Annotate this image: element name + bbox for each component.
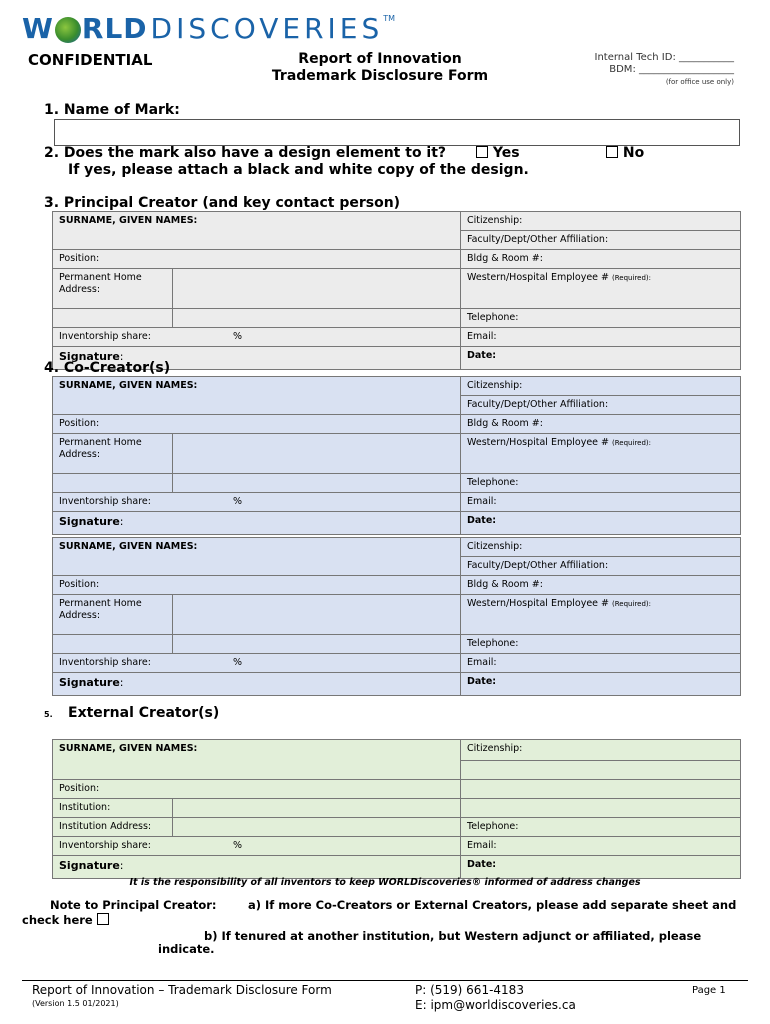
address-change-notice: It is the responsibility of all inventors to keep WORLDiscoveries® informed of address changes	[129, 877, 641, 888]
share-field[interactable]	[53, 328, 461, 347]
telephone-field[interactable]: Telephone:	[461, 309, 741, 328]
surname-field[interactable]: SURNAME, GIVEN NAMES:	[53, 740, 461, 780]
home-address-label: Permanent Home Address:	[53, 269, 173, 309]
citizenship-field[interactable]: Citizenship:	[461, 538, 741, 557]
employee-field[interactable]	[461, 269, 741, 309]
telephone-field[interactable]: Telephone:	[461, 818, 741, 837]
home-address-label: Permanent Home Address:	[53, 595, 173, 635]
date-field[interactable]: Date:	[461, 347, 741, 370]
bldg-field[interactable]: Bldg & Room #:	[461, 250, 741, 269]
share-label: Inventorship share:	[59, 331, 151, 342]
surname-field[interactable]: SURNAME, GIVEN NAMES:	[53, 377, 461, 415]
signature-label: Signature	[59, 676, 120, 689]
employee-label: Western/Hospital Employee #	[467, 598, 609, 609]
form-title-line2: Trademark Disclosure Form	[271, 68, 489, 84]
footer-email: E: ipm@worldiscoveries.ca	[415, 998, 576, 1012]
yes-checkbox[interactable]	[476, 146, 488, 158]
footer-divider	[22, 980, 748, 981]
position-field[interactable]: Position:	[53, 576, 461, 595]
signature-colon: :	[119, 515, 124, 528]
bldg-field[interactable]: Bldg & Room #:	[461, 576, 741, 595]
logo-w: W	[22, 11, 54, 45]
signature-colon: :	[119, 676, 124, 689]
email-field[interactable]: Email:	[461, 328, 741, 347]
institution-address-input[interactable]	[173, 818, 461, 837]
address-extra-input[interactable]	[173, 309, 461, 328]
external-number: 5.	[44, 710, 53, 719]
yes-option[interactable]	[476, 145, 520, 161]
employee-label: Western/Hospital Employee #	[467, 272, 609, 283]
note-b2: indicate.	[158, 942, 215, 956]
telephone-field[interactable]: Telephone:	[461, 635, 741, 654]
design-note: If yes, please attach a black and white copy of the design.	[68, 162, 529, 178]
email-field[interactable]: Email:	[461, 493, 741, 512]
logo-rld: RLD	[81, 11, 148, 45]
yes-label: Yes	[492, 145, 520, 161]
no-checkbox[interactable]	[606, 146, 618, 158]
address-extra-label	[53, 635, 173, 654]
signature-label: Signature	[59, 859, 120, 872]
email-field[interactable]: Email:	[461, 654, 741, 673]
footer-contact	[415, 983, 576, 1013]
email-field[interactable]: Email:	[461, 837, 741, 856]
principal-creator-heading: 3. Principal Creator (and key contact person)	[44, 195, 401, 211]
share-field[interactable]	[53, 493, 461, 512]
logo-tm: TM	[383, 13, 396, 23]
percent-sign: %	[232, 496, 242, 507]
home-address-input[interactable]	[173, 269, 461, 309]
no-option[interactable]	[606, 145, 644, 161]
home-address-input[interactable]	[173, 595, 461, 635]
form-title-line1: Report of Innovation	[298, 51, 462, 67]
position-field[interactable]: Position:	[53, 415, 461, 434]
footer-page: Page 1	[692, 985, 726, 996]
employee-label: Western/Hospital Employee #	[467, 437, 609, 448]
telephone-field[interactable]: Telephone:	[461, 474, 741, 493]
bdm-field: BDM: ___________________	[609, 64, 734, 75]
signature-label: Signature	[59, 515, 120, 528]
signature-field[interactable]	[53, 512, 461, 535]
surname-field[interactable]: SURNAME, GIVEN NAMES:	[53, 212, 461, 250]
address-extra-input[interactable]	[173, 635, 461, 654]
external-creator-table	[52, 739, 741, 879]
co-creators-heading: 4. Co-Creator(s)	[44, 360, 171, 376]
employee-field[interactable]	[461, 595, 741, 635]
check-here-checkbox[interactable]	[97, 913, 109, 925]
signature-field[interactable]	[53, 856, 461, 879]
institution-extra[interactable]	[461, 799, 741, 818]
signature-colon: :	[119, 859, 124, 872]
position-extra[interactable]	[461, 780, 741, 799]
office-use-block	[560, 52, 734, 88]
citizenship-field[interactable]: Citizenship:	[461, 740, 741, 761]
percent-sign: %	[232, 331, 242, 342]
confidential-label: CONFIDENTIAL	[28, 51, 153, 69]
external-creators-heading: External Creator(s)	[68, 705, 220, 721]
institution-label: Institution:	[53, 799, 173, 818]
percent-sign: %	[232, 840, 242, 851]
faculty-field[interactable]: Faculty/Dept/Other Affiliation:	[461, 396, 741, 415]
institution-address-label: Institution Address:	[53, 818, 173, 837]
globe-icon	[55, 17, 81, 43]
check-here-option[interactable]	[22, 913, 109, 927]
design-element-question: 2. Does the mark also have a design element to it?	[44, 145, 447, 161]
name-of-mark-input[interactable]	[54, 119, 740, 146]
citizenship-field[interactable]: Citizenship:	[461, 377, 741, 396]
address-extra-label	[53, 309, 173, 328]
worldiscoveries-logo	[22, 8, 395, 48]
share-label: Inventorship share:	[59, 496, 151, 507]
note-label: Note to Principal Creator:	[50, 898, 217, 912]
no-label: No	[622, 145, 645, 161]
position-field[interactable]: Position:	[53, 780, 461, 799]
date-field[interactable]: Date:	[461, 673, 741, 696]
date-field[interactable]: Date:	[461, 856, 741, 879]
footer-title: Report of Innovation – Trademark Disclosure Form	[32, 983, 332, 997]
note-b: b) If tenured at another institution, but Western adjunct or affiliated, please	[204, 929, 702, 943]
citizenship-extra[interactable]	[461, 761, 741, 780]
faculty-field[interactable]: Faculty/Dept/Other Affiliation:	[461, 231, 741, 250]
faculty-field[interactable]: Faculty/Dept/Other Affiliation:	[461, 557, 741, 576]
name-of-mark-label: 1. Name of Mark:	[44, 102, 180, 118]
share-field[interactable]	[53, 837, 461, 856]
institution-input[interactable]	[173, 799, 461, 818]
date-field[interactable]: Date:	[461, 512, 741, 535]
internal-tech-id: Internal Tech ID: ___________	[594, 52, 734, 63]
co-creator-table-2	[52, 537, 741, 696]
signature-field[interactable]	[53, 673, 461, 696]
note-a: a) If more Co-Creators or External Creators, please add separate sheet and	[248, 898, 737, 912]
employee-field[interactable]	[461, 434, 741, 474]
surname-field[interactable]: SURNAME, GIVEN NAMES:	[53, 538, 461, 576]
percent-sign: %	[232, 657, 242, 668]
co-creator-table-1	[52, 376, 741, 535]
check-here-label: check here	[22, 913, 93, 927]
signature-colon: :	[119, 350, 124, 363]
position-field[interactable]: Position:	[53, 250, 461, 269]
address-extra-label	[53, 474, 173, 493]
bldg-field[interactable]: Bldg & Room #:	[461, 415, 741, 434]
signature-label: Signature	[59, 350, 120, 363]
share-field[interactable]	[53, 654, 461, 673]
share-label: Inventorship share:	[59, 657, 151, 668]
logo-discoveries: DISCOVERIES	[150, 11, 384, 45]
home-address-label: Permanent Home Address:	[53, 434, 173, 474]
share-label: Inventorship share:	[59, 840, 151, 851]
required-note: (Required):	[612, 439, 652, 447]
home-address-input[interactable]	[173, 434, 461, 474]
address-extra-input[interactable]	[173, 474, 461, 493]
footer-version: (Version 1.5 01/2021)	[32, 999, 119, 1008]
required-note: (Required):	[612, 274, 652, 282]
required-note: (Required):	[612, 600, 652, 608]
form-title	[250, 51, 510, 85]
citizenship-field[interactable]: Citizenship:	[461, 212, 741, 231]
principal-creator-table	[52, 211, 741, 370]
footer-phone: P: (519) 661-4183	[415, 983, 524, 997]
office-use-note: (for office use only)	[665, 78, 734, 86]
